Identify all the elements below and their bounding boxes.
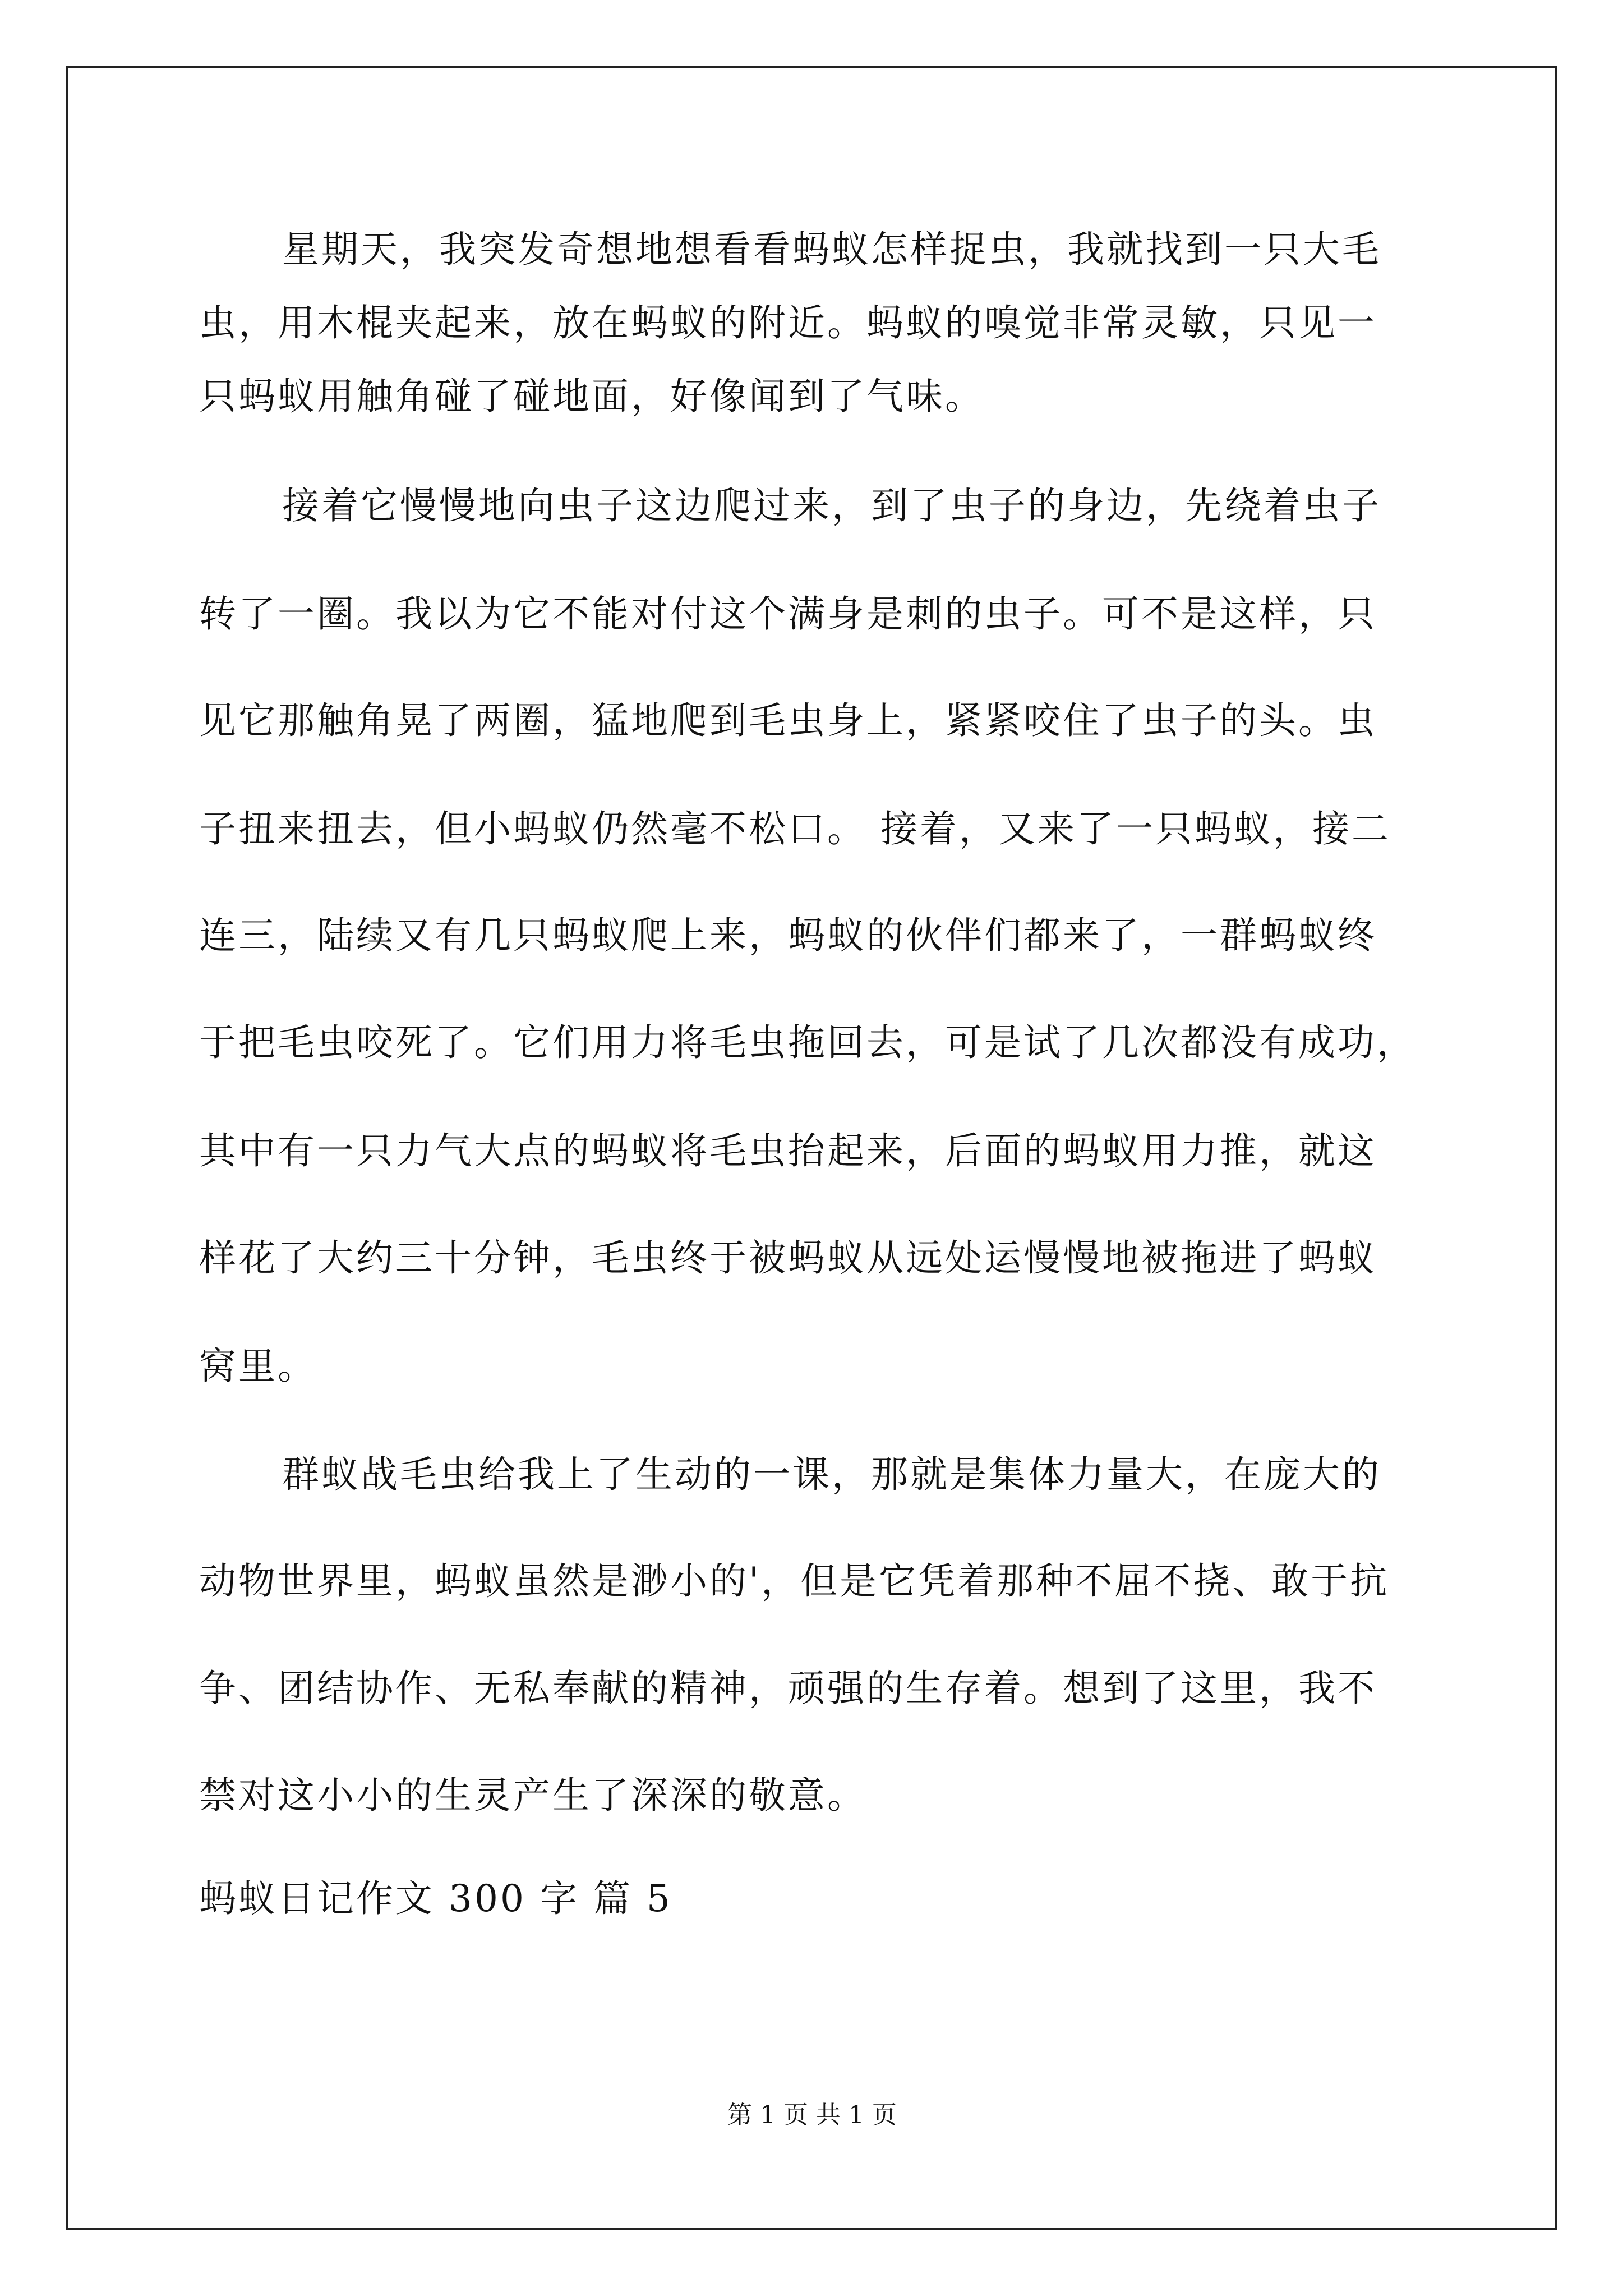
paragraph-2-line-9: 窝里。 — [199, 1345, 317, 1388]
paragraph-1-line-3: 只蚂蚁用触角碰了碰地面，好像闻到了气味。 — [199, 375, 984, 418]
paragraph-1-line-1: 星期天，我突发奇想地想看看蚂蚁怎样捉虫，我就找到一只大毛 — [282, 228, 1381, 271]
paragraph-2-line-2: 转了一圈。我以为它不能对付这个满身是刺的虫子。可不是这样，只 — [199, 592, 1377, 636]
paragraph-2-line-3: 见它那触角晃了两圈，猛地爬到毛虫身上，紧紧咬住了虫子的头。虫 — [199, 699, 1377, 742]
paragraph-2-line-7: 其中有一只力气大点的蚂蚁将毛虫抬起来，后面的蚂蚁用力推，就这 — [199, 1129, 1377, 1172]
section-heading: 蚂蚁日记作文 300 字 篇 5 — [199, 1877, 672, 1920]
page-footer: 第 1 页 共 1 页 — [727, 2101, 897, 2129]
paragraph-1-line-2: 虫，用木棍夹起来，放在蚂蚁的附近。蚂蚁的嗅觉非常灵敏，只见一 — [199, 301, 1377, 344]
paragraph-2-line-6: 于把毛虫咬死了。它们用力将毛虫拖回去，可是试了几次都没有成功， — [199, 1021, 1416, 1064]
paragraph-3-line-3: 争、团结协作、无私奉献的精神，顽强的生存着。想到了这里，我不 — [199, 1667, 1377, 1710]
paragraph-3-line-1: 群蚁战毛虫给我上了生动的一课，那就是集体力量大，在庞大的 — [282, 1453, 1381, 1496]
paragraph-2-line-4: 子扭来扭去，但小蚂蚁仍然毫不松口。 接着，又来了一只蚂蚁，接二 — [199, 807, 1391, 850]
paragraph-3-line-2: 动物世界里，蚂蚁虽然是渺小的'，但是它凭着那种不屈不挠、敢于抗 — [199, 1559, 1390, 1603]
paragraph-2-line-8: 样花了大约三十分钟，毛虫终于被蚂蚁从远处运慢慢地被拖进了蚂蚁 — [199, 1236, 1377, 1280]
paragraph-2-line-5: 连三，陆续又有几只蚂蚁爬上来，蚂蚁的伙伴们都来了，一群蚂蚁终 — [199, 914, 1377, 957]
paragraph-2-line-1: 接着它慢慢地向虫子这边爬过来，到了虫子的身边，先绕着虫子 — [282, 484, 1381, 527]
paragraph-3-line-4: 禁对这小小的生灵产生了深深的敬意。 — [199, 1774, 866, 1817]
